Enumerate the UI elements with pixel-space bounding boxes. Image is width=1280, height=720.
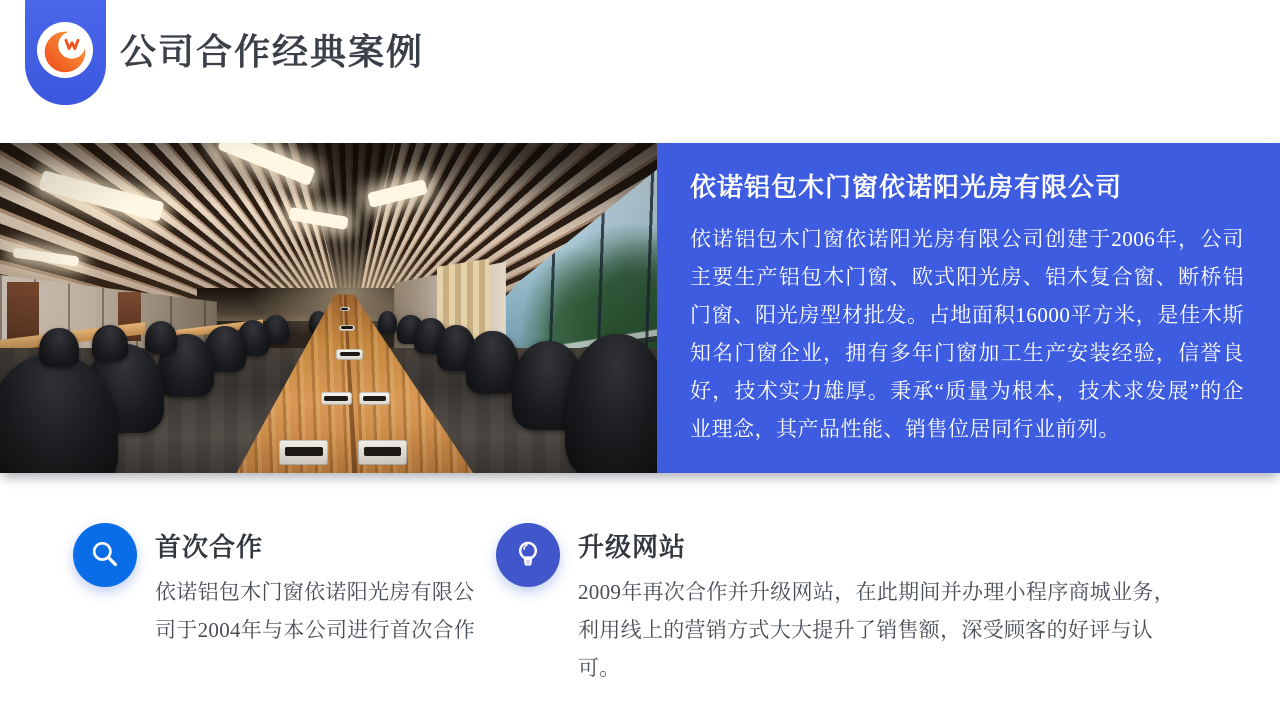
lightbulb-icon: [509, 536, 547, 574]
milestone-body: 2009年再次合作并升级网站，在此期间并办理小程序商城业务，利用线上的营销方式大大提升了销售额，深受顾客的好评与认可。: [578, 580, 1175, 680]
company-name: 依诺铝包木门窗依诺阳光房有限公司: [690, 173, 1123, 202]
milestone-body: 依诺铝包木门窗依诺阳光房有限公司于2004年与本公司进行首次合作: [155, 580, 476, 642]
logo-badge: [25, 0, 106, 105]
milestone-title: 首次合作: [155, 533, 264, 562]
milestone-title: 升级网站: [578, 533, 687, 562]
milestone-icon-circle: [496, 523, 560, 587]
feature-band: [0, 143, 1280, 473]
search-icon: [87, 537, 123, 573]
company-description: 依诺铝包木门窗依诺阳光房有限公司创建于2006年，公司主要生产铝包木门窗、欧式阳光房、铝木复合窗、断桥铝门窗、阳光房型材批发。占地面积16000平方米，是佳木斯知名门窗企业，拥有多年门窗加工生产安装经验，信誉良好，技术实力雄厚。秉承“质量为根本，技术求发展”的企业理念，其产品性能、销售位居同行业前列。: [690, 227, 1244, 441]
milestone-icon-circle: [73, 523, 137, 587]
company-logo-icon: [36, 21, 94, 79]
milestone-website-upgrade: [578, 527, 1182, 687]
office-photo: [0, 143, 657, 473]
milestone-first-cooperation: [155, 527, 489, 649]
page-title: 公司合作经典案例: [120, 32, 425, 72]
company-panel: [657, 143, 1280, 473]
